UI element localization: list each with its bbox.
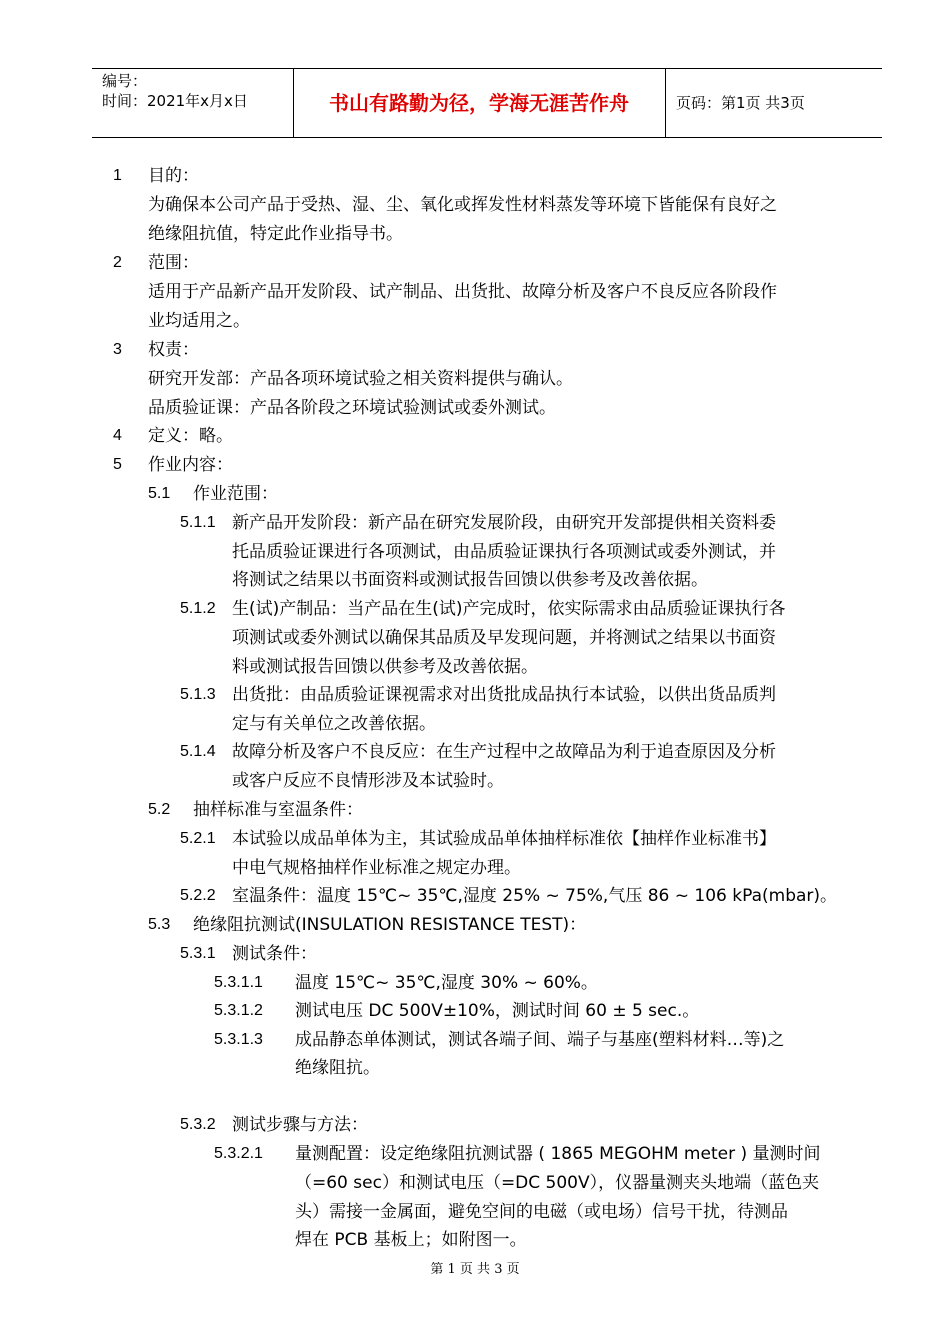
section-2-text: 业均适用之。 bbox=[148, 311, 250, 331]
section-5-1-2-text: 生(试)产制品：当产品在生(试)产完成时，依实际需求由品质验证课执行各 bbox=[232, 599, 786, 619]
section-5-3-number: 5.3 bbox=[148, 916, 171, 933]
section-5-1-1-text: 新产品开发阶段：新产品在研究发展阶段，由研究开发部提供相关资料委 bbox=[232, 513, 776, 533]
section-5-1-3-number: 5.1.3 bbox=[180, 686, 216, 703]
header-motto: 书山有路勤为径，学海无涯苦作舟 bbox=[329, 91, 629, 115]
section-5-1-4-number: 5.1.4 bbox=[180, 743, 216, 760]
document-header bbox=[92, 68, 882, 138]
section-5-3-2-1-text: 头）需接一金属面，避免空间的电磁（或电场）信号干扰，待测品 bbox=[295, 1202, 788, 1222]
header-divider bbox=[665, 69, 666, 137]
section-5-1-2-text: 项测试或委外测试以确保其品质及早发现问题，并将测试之结果以书面资 bbox=[232, 628, 776, 648]
section-5-3-2-1-number: 5.3.2.1 bbox=[214, 1145, 263, 1162]
section-3-number: 3 bbox=[113, 341, 122, 358]
section-5-1-1-number: 5.1.1 bbox=[180, 514, 216, 531]
section-5-2-1-number: 5.2.1 bbox=[180, 830, 216, 847]
header-page-label: 页码：第1页 共3页 bbox=[676, 94, 805, 112]
section-5-3-title: 绝缘阻抗测试(INSULATION RESISTANCE TEST)： bbox=[193, 915, 587, 935]
section-5-1-1-text: 将测试之结果以书面资料或测试报告回馈以供参考及改善依据。 bbox=[232, 570, 708, 590]
section-4-number: 4 bbox=[113, 427, 122, 444]
section-5-3-1-1-text: 温度 15℃~ 35℃,湿度 30% ~ 60%。 bbox=[295, 973, 598, 993]
section-5-1-2-number: 5.1.2 bbox=[180, 600, 216, 617]
section-5-3-1-3-text: 绝缘阻抗。 bbox=[295, 1058, 380, 1078]
section-5-3-2-1-text: 量测配置：设定绝缘阻抗测试器 ( 1865 MEGOHM meter ) 量测时间 bbox=[295, 1144, 821, 1164]
section-5-3-2-number: 5.3.2 bbox=[180, 1116, 216, 1133]
section-1-title: 目的： bbox=[148, 166, 199, 186]
section-3-title: 权责： bbox=[148, 340, 199, 360]
section-1-number: 1 bbox=[113, 167, 122, 184]
section-5-1-title: 作业范围： bbox=[193, 484, 278, 504]
section-2-number: 2 bbox=[113, 254, 122, 271]
section-5-1-3-text: 定与有关单位之改善依据。 bbox=[232, 714, 436, 734]
section-2-text: 适用于产品新产品开发阶段、试产制品、出货批、故障分析及客户不良反应各阶段作 bbox=[148, 282, 777, 302]
section-5-2-number: 5.2 bbox=[148, 801, 171, 818]
section-3-text: 品质验证课：产品各阶段之环境试验测试或委外测试。 bbox=[148, 398, 556, 418]
section-5-3-2-1-text: 焊在 PCB 基板上；如附图一。 bbox=[295, 1230, 527, 1250]
page-footer: 第 1 页 共 3 页 bbox=[430, 1262, 520, 1277]
section-5-2-1-text: 本试验以成品单体为主，其试验成品单体抽样标准依【抽样作业标准书】 bbox=[232, 829, 776, 849]
section-1-text: 绝缘阻抗值，特定此作业指导书。 bbox=[148, 224, 403, 244]
section-5-2-1-text: 中电气规格抽样作业标准之规定办理。 bbox=[232, 858, 521, 878]
section-5-3-2-title: 测试步骤与方法： bbox=[232, 1115, 368, 1135]
section-5-1-2-text: 料或测试报告回馈以供参考及改善依据。 bbox=[232, 657, 538, 677]
section-1-text: 为确保本公司产品于受热、湿、尘、氧化或挥发性材料蒸发等环境下皆能保有良好之 bbox=[148, 195, 777, 215]
section-5-1-4-text: 或客户反应不良情形涉及本试验时。 bbox=[232, 771, 504, 791]
section-4-title: 定义：略。 bbox=[148, 426, 233, 446]
section-5-2-2-text: 室温条件：温度 15℃~ 35℃,湿度 25% ~ 75%,气压 86 ~ 106 kPa(mbar)。 bbox=[232, 886, 838, 906]
section-3-text: 研究开发部：产品各项环境试验之相关资料提供与确认。 bbox=[148, 369, 573, 389]
section-5-3-1-2-number: 5.3.1.2 bbox=[214, 1002, 263, 1019]
section-5-1-4-text: 故障分析及客户不良反应：在生产过程中之故障品为利于追查原因及分析 bbox=[232, 742, 776, 762]
section-2-title: 范围： bbox=[148, 253, 199, 273]
section-5-3-1-3-text: 成品静态单体测试，测试各端子间、端子与基座(塑料材料…等)之 bbox=[295, 1030, 785, 1050]
section-5-title: 作业内容： bbox=[148, 455, 233, 475]
section-5-3-1-title: 测试条件： bbox=[232, 944, 317, 964]
section-5-2-title: 抽样标准与室温条件： bbox=[193, 800, 363, 820]
section-5-number: 5 bbox=[113, 456, 122, 473]
section-5-3-1-1-number: 5.3.1.1 bbox=[214, 974, 263, 991]
section-5-3-1-2-text: 测试电压 DC 500V±10%，测试时间 60 ± 5 sec.。 bbox=[295, 1001, 700, 1021]
section-5-3-1-number: 5.3.1 bbox=[180, 945, 216, 962]
section-5-1-3-text: 出货批：由品质验证课视需求对出货批成品执行本试验，以供出货品质判 bbox=[232, 685, 776, 705]
section-5-1-number: 5.1 bbox=[148, 485, 171, 502]
section-5-3-2-1-text: （=60 sec）和测试电压（=DC 500V），仪器量测夹头地端（蓝色夹 bbox=[295, 1173, 820, 1193]
section-5-3-1-3-number: 5.3.1.3 bbox=[214, 1031, 263, 1048]
document-number-label: 编号： bbox=[102, 72, 148, 90]
document-time-label: 时间：2021年x月x日 bbox=[102, 92, 248, 110]
section-5-1-1-text: 托品质验证课进行各项测试，由品质验证课执行各项测试或委外测试，并 bbox=[232, 542, 776, 562]
section-5-2-2-number: 5.2.2 bbox=[180, 887, 216, 904]
